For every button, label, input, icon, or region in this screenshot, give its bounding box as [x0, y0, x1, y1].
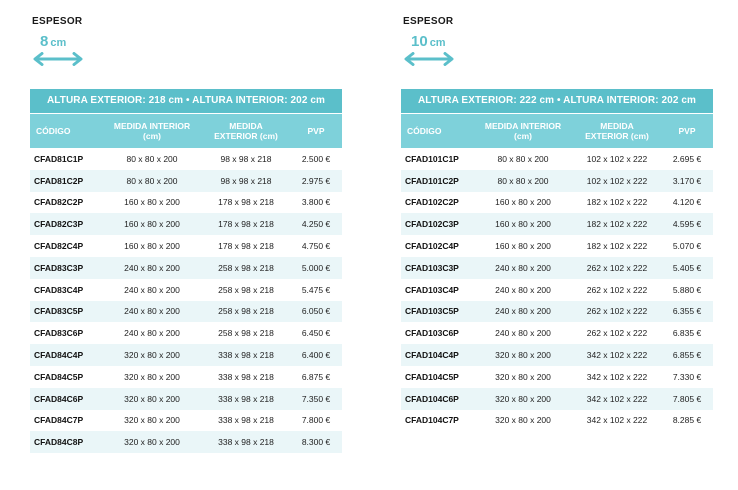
cell-code: CFAD101C2P	[401, 170, 473, 192]
thickness-value: 10 cm	[411, 33, 446, 50]
cell-exterior: 338 x 98 x 218	[218, 371, 274, 382]
panel-8cm	[30, 12, 342, 453]
cell-exterior: 262 x 102 x 222	[573, 301, 661, 323]
cell-code: CFAD82C2P	[34, 197, 84, 208]
cell-exterior: 262 x 102 x 222	[586, 284, 648, 295]
table-row	[30, 410, 342, 432]
cell-code: CFAD82C4P	[34, 241, 84, 252]
cell-price: 6.050 €	[290, 301, 342, 323]
header-exterior: MEDIDA EXTERIOR (cm)	[202, 114, 290, 148]
cell-price: 5.070 €	[672, 241, 702, 252]
panel-10cm	[401, 12, 713, 431]
cell-exterior: 258 x 98 x 218	[202, 301, 290, 323]
cell-interior: 160 x 80 x 200	[495, 241, 551, 252]
cell-interior: 80 x 80 x 200	[473, 170, 573, 192]
cell-exterior: 258 x 98 x 218	[218, 284, 274, 295]
thickness-indicator	[401, 33, 713, 63]
cell-exterior: 342 x 102 x 222	[586, 415, 648, 426]
header-price: PVP	[290, 114, 342, 148]
cell-price: 8.285 €	[672, 415, 702, 426]
cell-exterior: 262 x 102 x 222	[573, 257, 661, 279]
cell-price: 8.300 €	[290, 431, 342, 453]
cell-interior: 160 x 80 x 200	[124, 197, 180, 208]
cell-price: 2.975 €	[290, 170, 342, 192]
cell-interior: 240 x 80 x 200	[102, 257, 202, 279]
table-row	[401, 192, 713, 214]
double-arrow-icon	[403, 52, 455, 66]
header-code: CÓDIGO	[401, 114, 473, 148]
cell-exterior: 342 x 102 x 222	[573, 344, 661, 366]
table-row	[401, 301, 713, 323]
cell-code: CFAD102C3P	[401, 213, 473, 235]
table-row	[30, 431, 342, 453]
cell-code: CFAD84C5P	[34, 371, 84, 382]
cell-code: CFAD83C6P	[34, 328, 84, 339]
cell-exterior: 338 x 98 x 218	[202, 431, 290, 453]
table-row	[30, 301, 342, 323]
header-exterior: MEDIDA EXTERIOR (cm)	[573, 114, 661, 148]
cell-price: 5.880 €	[672, 284, 702, 295]
cell-interior: 320 x 80 x 200	[473, 388, 573, 410]
cell-interior: 320 x 80 x 200	[102, 388, 202, 410]
cell-price: 4.595 €	[661, 213, 713, 235]
cell-interior: 320 x 80 x 200	[495, 415, 551, 426]
table-row	[401, 388, 713, 410]
cell-price: 4.250 €	[290, 213, 342, 235]
cell-price: 6.875 €	[301, 371, 331, 382]
table-row	[401, 235, 713, 257]
cell-exterior: 338 x 98 x 218	[202, 388, 290, 410]
cell-interior: 80 x 80 x 200	[497, 153, 549, 164]
cell-code: CFAD83C3P	[30, 257, 102, 279]
cell-exterior: 338 x 98 x 218	[202, 344, 290, 366]
cell-price: 2.500 €	[301, 153, 331, 164]
espesor-label: ESPESOR	[32, 16, 83, 27]
cell-code: CFAD104C4P	[401, 344, 473, 366]
cell-exterior: 98 x 98 x 218	[202, 170, 290, 192]
cell-price: 5.475 €	[301, 284, 331, 295]
height-banner: ALTURA EXTERIOR: 222 cm • ALTURA INTERIOR: 202 cm	[401, 89, 713, 113]
cell-price: 4.750 €	[301, 241, 331, 252]
cell-code: CFAD103C4P	[405, 284, 459, 295]
cell-interior: 160 x 80 x 200	[124, 241, 180, 252]
table-row	[30, 366, 342, 388]
table-row	[401, 279, 713, 301]
cell-code: CFAD102C4P	[405, 241, 459, 252]
cell-price: 6.355 €	[661, 301, 713, 323]
price-table	[30, 114, 342, 453]
cell-exterior: 342 x 102 x 222	[586, 371, 648, 382]
cell-price: 4.120 €	[672, 197, 702, 208]
cell-price: 5.405 €	[661, 257, 713, 279]
espesor-label: ESPESOR	[403, 16, 454, 27]
cell-exterior: 178 x 98 x 218	[218, 241, 274, 252]
cell-code: CFAD82C3P	[30, 213, 102, 235]
table-row	[401, 170, 713, 192]
cell-interior: 240 x 80 x 200	[124, 328, 180, 339]
cell-exterior: 182 x 102 x 222	[586, 241, 648, 252]
cell-code: CFAD81C2P	[30, 170, 102, 192]
table-row	[401, 257, 713, 279]
price-table	[401, 114, 713, 431]
cell-price: 6.855 €	[661, 344, 713, 366]
header-interior: MEDIDA INTERIOR (cm)	[473, 114, 573, 148]
cell-interior: 320 x 80 x 200	[102, 431, 202, 453]
table-row	[30, 213, 342, 235]
table-header-row	[30, 114, 342, 148]
table-row	[401, 322, 713, 344]
cell-price: 7.805 €	[661, 388, 713, 410]
cell-exterior: 182 x 102 x 222	[573, 213, 661, 235]
cell-interior: 160 x 80 x 200	[495, 197, 551, 208]
cell-code: CFAD84C8P	[30, 431, 102, 453]
cell-interior: 240 x 80 x 200	[124, 284, 180, 295]
cell-exterior: 338 x 98 x 218	[218, 415, 274, 426]
cell-price: 3.800 €	[301, 197, 331, 208]
table-row	[30, 388, 342, 410]
header-price: PVP	[661, 114, 713, 148]
cell-interior: 160 x 80 x 200	[473, 213, 573, 235]
table-row	[401, 344, 713, 366]
table-row	[30, 257, 342, 279]
cell-code: CFAD83C4P	[34, 284, 84, 295]
cell-interior: 240 x 80 x 200	[495, 284, 551, 295]
cell-price: 7.350 €	[290, 388, 342, 410]
cell-code: CFAD102C2P	[405, 197, 459, 208]
table-header-row	[401, 114, 713, 148]
cell-interior: 320 x 80 x 200	[124, 415, 180, 426]
header-interior: MEDIDA INTERIOR (cm)	[102, 114, 202, 148]
cell-interior: 240 x 80 x 200	[473, 301, 573, 323]
cell-price: 6.835 €	[672, 328, 702, 339]
cell-interior: 240 x 80 x 200	[495, 328, 551, 339]
cell-exterior: 258 x 98 x 218	[202, 257, 290, 279]
cell-code: CFAD104C6P	[401, 388, 473, 410]
cell-interior: 240 x 80 x 200	[473, 257, 573, 279]
table-row	[30, 279, 342, 301]
cell-price: 6.450 €	[301, 328, 331, 339]
thickness-value: 8 cm	[40, 33, 67, 50]
cell-interior: 320 x 80 x 200	[473, 344, 573, 366]
cell-price: 7.800 €	[301, 415, 331, 426]
cell-code: CFAD84C7P	[34, 415, 84, 426]
cell-price: 6.400 €	[290, 344, 342, 366]
cell-code: CFAD84C6P	[30, 388, 102, 410]
cell-price: 3.170 €	[661, 170, 713, 192]
cell-code: CFAD84C4P	[30, 344, 102, 366]
table-row	[401, 410, 713, 432]
cell-code: CFAD103C3P	[401, 257, 473, 279]
cell-price: 7.330 €	[672, 371, 702, 382]
height-banner: ALTURA EXTERIOR: 218 cm • ALTURA INTERIOR: 202 cm	[30, 89, 342, 113]
thickness-indicator	[30, 33, 342, 63]
header-code: CÓDIGO	[30, 114, 102, 148]
table-row	[30, 235, 342, 257]
cell-price: 5.000 €	[290, 257, 342, 279]
cell-interior: 80 x 80 x 200	[126, 153, 178, 164]
cell-code: CFAD83C5P	[30, 301, 102, 323]
table-row	[30, 344, 342, 366]
table-row	[30, 170, 342, 192]
cell-price: 2.695 €	[672, 153, 702, 164]
cell-exterior: 262 x 102 x 222	[586, 328, 648, 339]
cell-exterior: 98 x 98 x 218	[220, 153, 272, 164]
cell-interior: 320 x 80 x 200	[102, 344, 202, 366]
cell-interior: 240 x 80 x 200	[102, 301, 202, 323]
cell-interior: 320 x 80 x 200	[124, 371, 180, 382]
cell-exterior: 178 x 98 x 218	[202, 213, 290, 235]
cell-exterior: 102 x 102 x 222	[586, 153, 648, 164]
table-row	[401, 148, 713, 170]
cell-exterior: 102 x 102 x 222	[573, 170, 661, 192]
table-row	[30, 192, 342, 214]
cell-interior: 80 x 80 x 200	[102, 170, 202, 192]
cell-code: CFAD103C6P	[405, 328, 459, 339]
cell-code: CFAD104C5P	[405, 371, 459, 382]
cell-code: CFAD104C7P	[405, 415, 459, 426]
cell-exterior: 342 x 102 x 222	[573, 388, 661, 410]
cell-exterior: 178 x 98 x 218	[218, 197, 274, 208]
double-arrow-icon	[32, 52, 84, 66]
cell-interior: 320 x 80 x 200	[495, 371, 551, 382]
cell-interior: 160 x 80 x 200	[102, 213, 202, 235]
cell-code: CFAD103C5P	[401, 301, 473, 323]
cell-exterior: 182 x 102 x 222	[586, 197, 648, 208]
table-row	[30, 148, 342, 170]
cell-code: CFAD101C1P	[405, 153, 459, 164]
table-row	[30, 322, 342, 344]
table-row	[401, 366, 713, 388]
table-row	[401, 213, 713, 235]
cell-exterior: 258 x 98 x 218	[218, 328, 274, 339]
cell-code: CFAD81C1P	[34, 153, 84, 164]
